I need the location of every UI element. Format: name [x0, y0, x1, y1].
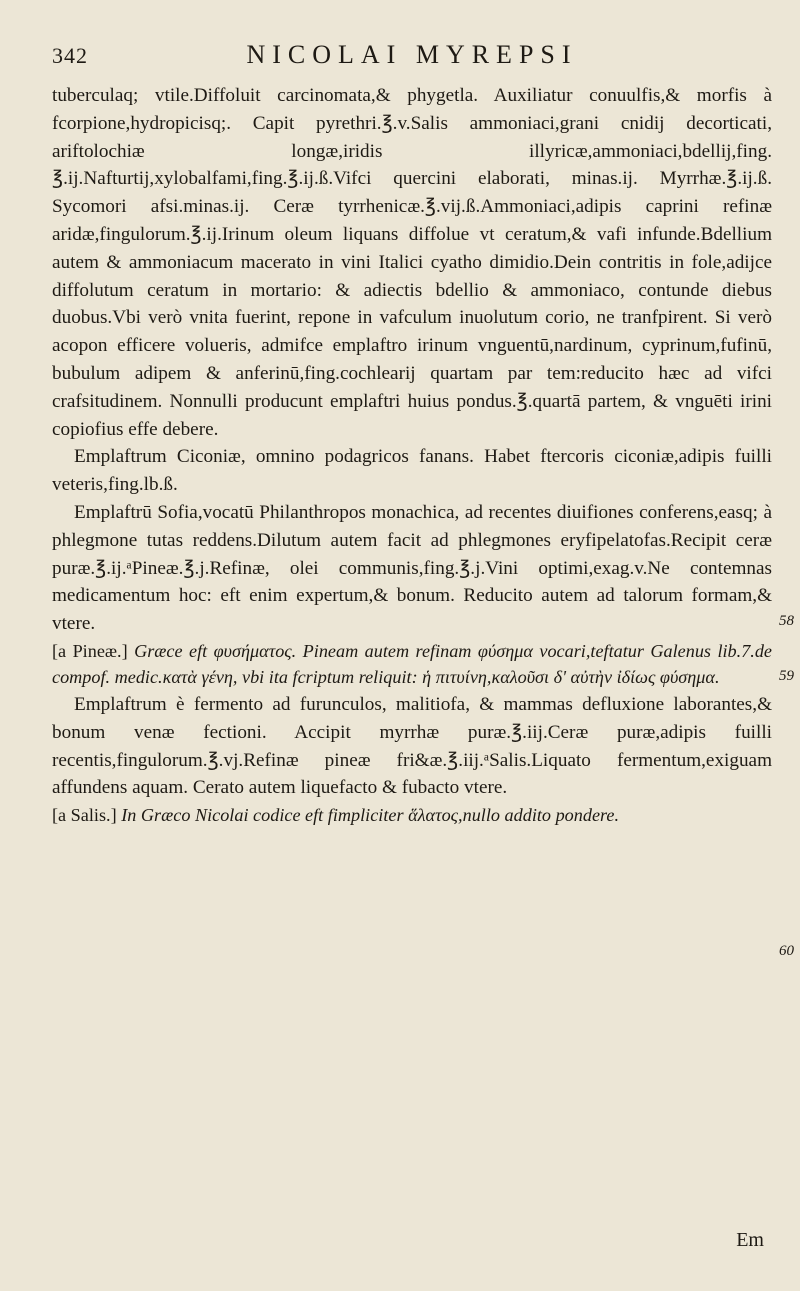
footnote-pineae [52, 638, 772, 691]
book-page [52, 40, 794, 1280]
page-header [52, 40, 772, 80]
margin-number: 58 [779, 613, 794, 629]
folio-number: 342 [52, 43, 88, 68]
margin-number: 60 [779, 943, 794, 959]
paragraph-sofia: Emplaftrū Sofia,vocatū Philanthropos monachica, ad recentes diuifiones conferens,easq; à phlegmone tutas reddens.Dilutum autem facit ad phlegmones eryfipelatofas.Recipit ceræ puræ.℥.ij.ᵃPineæ.℥.j.Refinæ, olei communis,fing.℥.j.Vini optimi,exag.v.Ne contemnas medicamentum hoc: eft enim expertum,& bonum. Reducito autem ad talorum formam,& vtere. [52, 501, 772, 635]
paragraph-fermento: Emplaftrum è fermento ad furunculos, malitiofa, & mammas defluxione laborantes,& bonum venæ fectioni. Accipit myrrhæ puræ.℥.iij.Ceræ puræ,adipis fuilli recentis,fingulorum.℥.vj.Refinæ pineæ fri&æ.℥.iij.ᵃSalis.Liquato fermentum,exiguam affundens aquam. Cerato autem liquefacto & fubacto vtere. [52, 693, 772, 799]
catchword: Em [736, 1229, 764, 1251]
footnote-text: In Græco Nicolai codice eft fimpliciter ἅλατος,nullo addito pondere. [121, 805, 620, 826]
running-head: NICOLAI MYREPSI [246, 40, 578, 69]
footnote-salis [52, 802, 772, 829]
paragraph-1: tuberculaq; vtile.Diffoluit carcinomata,& phygetla. Auxiliatur conuulfis,& morfis à fcorpione,hydropicisq;. Capit pyrethri.℥.v.Salis ammoniaci,grani cnidij decorticati, ariftolochiæ longæ,iridis illyricæ,ammoniaci,bdellij,fing. ℥.ij.Nafturtij,xylobalfami,fing.℥.ij.ß.Vifci quercini elaborati, minas.ij. Myrrhæ.℥.ij.ß. Sycomori afsi.minas.ij. Ceræ tyrrhenicæ.℥.vij.ß.Ammoniaci,adipis caprini refinæ aridæ,fingulorum.℥.ij.Irinum oleum liquans diffolue vt ceratum,& vafi infunde.Bdellium autem & ammoniacum macerato in vini Italici cyatho dimidio.Dein contritis in fole,adijce diffolutum ceratum in mortario: & adiectis bdellio & ammoniaco, contunde diebus duobus.Vbi verò vnita fuerint, repone in vafculum inuolutum corio, ne tranfpirent. Si verò acopon efficere volueris, admifce emplaftro irinum vnguentū,nardinum, cyprinum,fufinū, bubulum adipem & anferinū,fing.cochlearij quartam par tem:reducito hæc ad vifci crafsitudinem. Nonnulli producunt emplaftri huius pondus.℥.quartā partem, & vnguēti irini copiofius effe debere. [52, 85, 772, 440]
paragraph-ciconia: Emplaftrum Ciconiæ, omnino podagricos fanans. Habet ftercoris ciconiæ,adipis fuilli veteris,fing.lb.ß. [52, 446, 772, 496]
footnote-marker: [a Salis.] [52, 805, 117, 826]
margin-number: 59 [779, 668, 794, 684]
footnote-text: Græce eft φυσήματος. Pineam autem refinam φύσημα vocari,teftatur Galenus lib.7.de compof. medic.κατὰ γένη, vbi ita fcriptum reliquit: ἡ πιτυίνη,καλοῦσι δ' αὐτὴν ἰδίως φύσημα. [52, 640, 772, 688]
body-text [52, 82, 772, 829]
footnote-marker: [a Pineæ.] [52, 640, 128, 661]
